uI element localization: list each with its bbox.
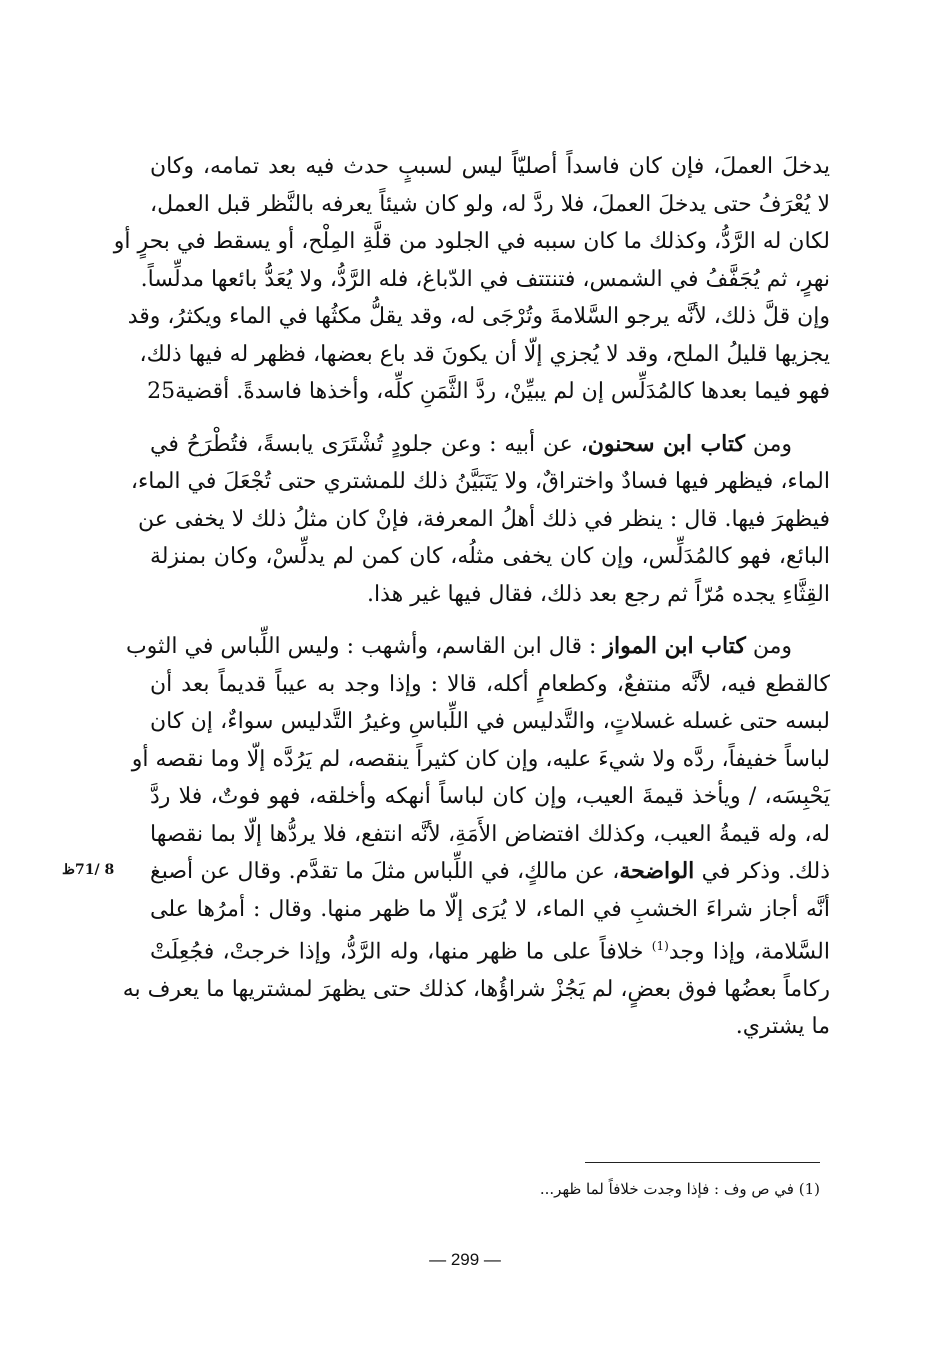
text-line: البائع، فهو كالمُدَلِّس، وإن كان يخفى مثلُه، كان كمن لم يدلِّسْ، وكان بمنزلة (150, 544, 830, 569)
text-line: وإن قلَّ ذلك، لأنَّه يرجو السَّلامةَ وتُرْجَى له، وقد يقلُّ مكثُها في الماء ويكثرُ، وقد (127, 304, 830, 329)
text-line: يجزيها قليلُ الملح، وقد لا يُجزي إلّا أن يكونَ قد باع بعضها، فظهر له فيها ذلك، (139, 341, 830, 367)
text-line: ركاماً بعضُها فوق بعضٍ، لم يَجُزْ شراؤُها، كذلك حتى يظهرَ لمشتريها ما يعرف به (122, 976, 830, 1002)
source-title: كتاب ابن سحنون (587, 430, 746, 457)
text-line: فهو فيما بعدها كالمُدَلِّس إن لم يبيِّنْ، ردَّ الثَّمَنِ كلِّه، وأخذها فاسدةً. أقضية25 (147, 379, 830, 404)
page-number: — 299 — (429, 1250, 501, 1269)
footnote-reference: (1) (651, 939, 669, 953)
text-line: لا يُعْرَفُ حتى يدخلَ العملَ، فلا ردَّ له، ولو كان شيئاً يعرفه بالنَّظر قبل العمل، (150, 191, 830, 217)
source-title: الواضحة (619, 858, 695, 884)
text-run: : قال ابن القاسم، وأشهب : وليس اللِّباس في الثوب (126, 634, 604, 659)
text-run: خلافاً على ما ظهر منها، وله الرَّدُّ، وإذا خرجتْ، فجُعِلَتْ (150, 939, 652, 965)
text-line: لباساً خفيفاً، ردَّه ولا شيءَ عليه، وإن كان كثيراً ينقصه، لم يَرُدَّه إلّا وما نقصه أو (131, 746, 830, 772)
footnote: (1) في ص وف : فإذا وجدت خلافاً لما ظهر... (539, 1180, 820, 1198)
text-line: لبسه حتى غسله غسلاتٍ، والتَّدليس في اللِّباسِ وغيرُ التَّدليس سواءٌ، إن كان (150, 709, 830, 734)
text-line: القِثَّاءِ يجده مُرّاً ثم رجع بعد ذلك، فقال فيها غير هذا. (367, 581, 830, 607)
margin-note: 8 /71ظ (62, 862, 115, 878)
text-line: يَحْبِسَه، / ويأخذ قيمةَ العيب، وإن كان لباساً أنهكه وأخلقه، فهو فوتٌ، فلا ردَّ (150, 784, 830, 809)
footnote-divider (585, 1162, 820, 1163)
text-line: نهرٍ، ثم يُجَفَّفُ في الشمس، فتنتتف في الدّباغ، فله الرَّدُّ، ولا يُعَدُّ بائعها مدلِّساً. (140, 266, 830, 292)
text-line (150, 928, 830, 971)
text-line: الماء، فيظهر فيها فسادٌ واختراقٌ، ولا يَتَبَيَّنُ ذلك للمشتري حتى تُجْعَلَ في الماء، (130, 469, 830, 494)
text-line: كالقطع فيه، لأنَّه منتفعٌ، وكطعامٍ أكله، قالا : وإذا وجد به عيباً قديماً بعد أن (150, 671, 830, 697)
text-run: ذلك. وذكر في (694, 859, 830, 884)
text-line: له، وله قيمةُ العيب، وكذلك افتضاض الأَمَةِ، لأنَّه انتفع، فلا يردُّها إلّا بما نقصها (150, 821, 830, 847)
paragraph-1 (113, 148, 830, 411)
text-run: ومن (745, 634, 792, 659)
text-line: يدخلَ العملَ، فإن كان فاسداً أصليّاً ليس لسببٍ حدث فيه بعد تمامه، وكان (150, 154, 830, 179)
text-line: لكان له الرَّدُّ، وكذلك ما كان سببه في الجلود من قلَّةِ المِلْح، أو يسقط في بحرٍ أو (113, 229, 830, 254)
main-text (113, 148, 831, 1046)
source-title: كتاب ابن المواز (603, 633, 746, 659)
text-run: ومن (745, 431, 793, 457)
text-line: أنَّه أجاز شراءَ الخشبِ في الماء، لا يُرَى إلّا ما ظهر منها. وقال : أمرُها على (150, 896, 831, 922)
text-run: ، عن أبيه : وعن جلودٍ تُشْتَرَى يابسةً، فتُطْرَحُ في (150, 431, 588, 457)
text-line (126, 628, 830, 666)
text-line: ما يشتري. (735, 1014, 830, 1040)
paragraph-3 (122, 628, 831, 1046)
text-run: السَّلامة، وإذا وجد (668, 939, 830, 965)
text-line (150, 426, 830, 464)
text-line: فيظهرَ فيها. قال : ينظر في ذلك أهلُ المعرفة، فإنْ كان مثلُ ذلك لا يخفى عن (138, 506, 830, 532)
paragraph-2 (130, 426, 830, 614)
text-run: ، عن مالكٍ، في اللِّباس مثلَ ما تقدَّم. وقال عن أصبغ (150, 859, 620, 884)
text-line (150, 853, 830, 891)
